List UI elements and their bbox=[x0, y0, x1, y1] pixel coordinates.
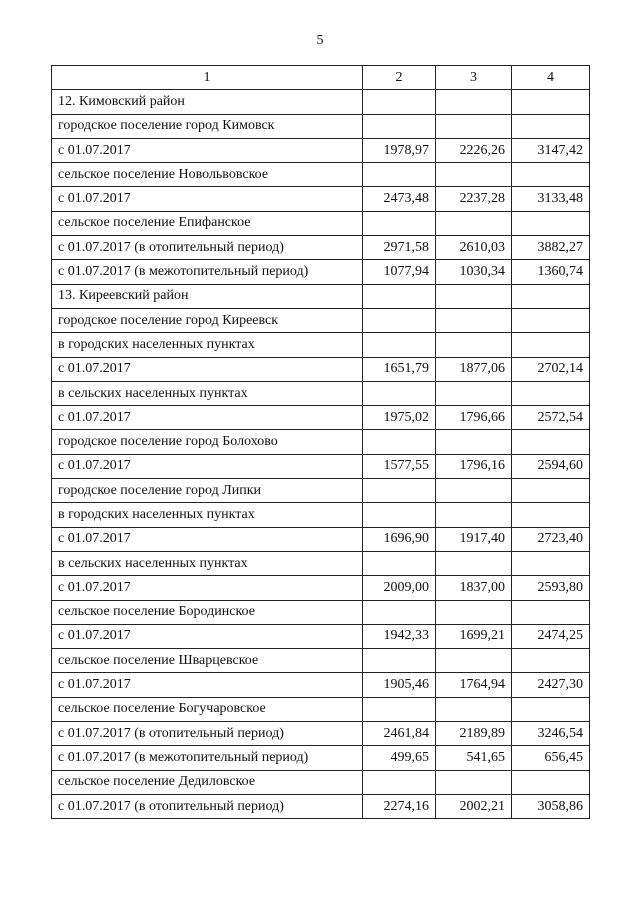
table-row bbox=[52, 163, 590, 187]
row-name-cell: с 01.07.2017 bbox=[52, 673, 363, 697]
row-value-col4 bbox=[512, 333, 590, 357]
row-name-cell: в сельских населенных пунктах bbox=[52, 551, 363, 575]
row-name-cell: сельское поселение Шварцевское bbox=[52, 649, 363, 673]
table-row bbox=[52, 624, 590, 648]
table-row bbox=[52, 406, 590, 430]
row-value-col2: 1577,55 bbox=[363, 454, 436, 478]
row-value-col2 bbox=[363, 697, 436, 721]
row-value-col4: 2427,30 bbox=[512, 673, 590, 697]
row-value-col4: 2702,14 bbox=[512, 357, 590, 381]
table-row bbox=[52, 430, 590, 454]
row-value-col3 bbox=[436, 697, 512, 721]
row-value-col4 bbox=[512, 90, 590, 114]
row-value-col3 bbox=[436, 211, 512, 235]
row-value-col3 bbox=[436, 551, 512, 575]
row-value-col3: 1877,06 bbox=[436, 357, 512, 381]
row-value-col3 bbox=[436, 479, 512, 503]
row-value-col4: 3058,86 bbox=[512, 794, 590, 818]
row-value-col2 bbox=[363, 649, 436, 673]
row-name-cell: с 01.07.2017 bbox=[52, 624, 363, 648]
row-value-col2 bbox=[363, 114, 436, 138]
row-value-col2 bbox=[363, 503, 436, 527]
row-name-cell: в сельских населенных пунктах bbox=[52, 381, 363, 405]
row-name-cell: городское поселение город Болохово bbox=[52, 430, 363, 454]
row-name-cell: с 01.07.2017 bbox=[52, 357, 363, 381]
row-value-col3 bbox=[436, 284, 512, 308]
row-value-col3: 2002,21 bbox=[436, 794, 512, 818]
row-value-col2: 1975,02 bbox=[363, 406, 436, 430]
tariff-table bbox=[51, 65, 590, 819]
row-value-col2 bbox=[363, 163, 436, 187]
row-value-col4 bbox=[512, 114, 590, 138]
row-value-col4: 3882,27 bbox=[512, 236, 590, 260]
row-name-cell: городское поселение город Кимовск bbox=[52, 114, 363, 138]
row-value-col4: 2474,25 bbox=[512, 624, 590, 648]
row-value-col4: 3133,48 bbox=[512, 187, 590, 211]
table-row bbox=[52, 284, 590, 308]
row-name-cell: с 01.07.2017 bbox=[52, 187, 363, 211]
row-name-cell: с 01.07.2017 (в межотопительный период) bbox=[52, 746, 363, 770]
row-value-col3: 1917,40 bbox=[436, 527, 512, 551]
row-value-col3 bbox=[436, 114, 512, 138]
row-name-cell: сельское поселение Новольвовское bbox=[52, 163, 363, 187]
table-row bbox=[52, 138, 590, 162]
row-value-col4 bbox=[512, 381, 590, 405]
row-value-col3 bbox=[436, 333, 512, 357]
row-value-col4 bbox=[512, 697, 590, 721]
row-value-col4: 3246,54 bbox=[512, 722, 590, 746]
row-name-cell: сельское поселение Богучаровское bbox=[52, 697, 363, 721]
row-value-col4 bbox=[512, 600, 590, 624]
row-value-col2: 2473,48 bbox=[363, 187, 436, 211]
row-value-col4: 1360,74 bbox=[512, 260, 590, 284]
row-name-cell: с 01.07.2017 (в межотопительный период) bbox=[52, 260, 363, 284]
row-value-col3 bbox=[436, 381, 512, 405]
row-value-col2: 1942,33 bbox=[363, 624, 436, 648]
row-value-col4: 2594,60 bbox=[512, 454, 590, 478]
row-name-cell: городское поселение город Липки bbox=[52, 479, 363, 503]
row-value-col2 bbox=[363, 551, 436, 575]
table-row bbox=[52, 187, 590, 211]
row-name-cell: в городских населенных пунктах bbox=[52, 503, 363, 527]
table-row bbox=[52, 114, 590, 138]
row-value-col3: 541,65 bbox=[436, 746, 512, 770]
row-value-col2: 2461,84 bbox=[363, 722, 436, 746]
row-value-col4 bbox=[512, 211, 590, 235]
row-name-cell: сельское поселение Дедиловское bbox=[52, 770, 363, 794]
row-name-cell: 13. Киреевский район bbox=[52, 284, 363, 308]
table-row bbox=[52, 90, 590, 114]
row-value-col3: 1699,21 bbox=[436, 624, 512, 648]
page-number: 5 bbox=[316, 33, 324, 48]
row-name-cell: с 01.07.2017 bbox=[52, 138, 363, 162]
row-name-cell: с 01.07.2017 (в отопительный период) bbox=[52, 794, 363, 818]
row-value-col3: 1837,00 bbox=[436, 576, 512, 600]
row-value-col2 bbox=[363, 90, 436, 114]
table-row bbox=[52, 211, 590, 235]
row-name-cell: с 01.07.2017 bbox=[52, 527, 363, 551]
row-name-cell: с 01.07.2017 bbox=[52, 576, 363, 600]
row-value-col4 bbox=[512, 770, 590, 794]
table-row bbox=[52, 770, 590, 794]
row-name-cell: 12. Кимовский район bbox=[52, 90, 363, 114]
row-value-col3 bbox=[436, 649, 512, 673]
row-value-col3: 2189,89 bbox=[436, 722, 512, 746]
row-value-col2 bbox=[363, 284, 436, 308]
row-value-col3 bbox=[436, 163, 512, 187]
row-value-col2 bbox=[363, 430, 436, 454]
column-header-4: 4 bbox=[512, 66, 590, 90]
row-value-col4 bbox=[512, 284, 590, 308]
row-value-col2: 1077,94 bbox=[363, 260, 436, 284]
row-value-col3 bbox=[436, 503, 512, 527]
row-value-col4: 656,45 bbox=[512, 746, 590, 770]
row-value-col3: 1796,66 bbox=[436, 406, 512, 430]
row-name-cell: с 01.07.2017 bbox=[52, 454, 363, 478]
row-value-col2: 2274,16 bbox=[363, 794, 436, 818]
row-value-col4 bbox=[512, 551, 590, 575]
row-name-cell: сельское поселение Бородинское bbox=[52, 600, 363, 624]
row-value-col4: 2593,80 bbox=[512, 576, 590, 600]
row-value-col2 bbox=[363, 333, 436, 357]
column-header-3: 3 bbox=[436, 66, 512, 90]
row-value-col2: 499,65 bbox=[363, 746, 436, 770]
column-header-2: 2 bbox=[363, 66, 436, 90]
row-value-col4 bbox=[512, 649, 590, 673]
row-value-col3 bbox=[436, 90, 512, 114]
table-row bbox=[52, 381, 590, 405]
row-value-col2: 2009,00 bbox=[363, 576, 436, 600]
table-row bbox=[52, 236, 590, 260]
row-value-col2 bbox=[363, 308, 436, 332]
row-value-col4 bbox=[512, 503, 590, 527]
column-header-1: 1 bbox=[52, 66, 363, 90]
row-value-col4 bbox=[512, 479, 590, 503]
row-value-col3 bbox=[436, 430, 512, 454]
row-value-col2 bbox=[363, 600, 436, 624]
row-name-cell: с 01.07.2017 bbox=[52, 406, 363, 430]
row-value-col3: 2237,28 bbox=[436, 187, 512, 211]
table-row bbox=[52, 697, 590, 721]
row-value-col4 bbox=[512, 308, 590, 332]
row-name-cell: сельское поселение Епифанское bbox=[52, 211, 363, 235]
row-name-cell: с 01.07.2017 (в отопительный период) bbox=[52, 722, 363, 746]
table-row bbox=[52, 527, 590, 551]
row-value-col3: 1764,94 bbox=[436, 673, 512, 697]
row-value-col4: 2572,54 bbox=[512, 406, 590, 430]
table-row bbox=[52, 600, 590, 624]
table-row bbox=[52, 673, 590, 697]
table-header-row bbox=[52, 66, 590, 90]
row-value-col2 bbox=[363, 479, 436, 503]
row-name-cell: с 01.07.2017 (в отопительный период) bbox=[52, 236, 363, 260]
table-row bbox=[52, 551, 590, 575]
row-value-col3 bbox=[436, 770, 512, 794]
row-value-col3 bbox=[436, 600, 512, 624]
row-value-col4 bbox=[512, 430, 590, 454]
row-value-col2: 2971,58 bbox=[363, 236, 436, 260]
table-row bbox=[52, 454, 590, 478]
row-value-col3: 1796,16 bbox=[436, 454, 512, 478]
table-row bbox=[52, 333, 590, 357]
row-value-col4: 2723,40 bbox=[512, 527, 590, 551]
table-row bbox=[52, 503, 590, 527]
row-value-col4 bbox=[512, 163, 590, 187]
table-row bbox=[52, 308, 590, 332]
row-name-cell: городское поселение город Киреевск bbox=[52, 308, 363, 332]
table-row bbox=[52, 576, 590, 600]
table-row bbox=[52, 479, 590, 503]
row-value-col3 bbox=[436, 308, 512, 332]
row-name-cell: в городских населенных пунктах bbox=[52, 333, 363, 357]
row-value-col3: 2226,26 bbox=[436, 138, 512, 162]
row-value-col2: 1905,46 bbox=[363, 673, 436, 697]
row-value-col4: 3147,42 bbox=[512, 138, 590, 162]
row-value-col2 bbox=[363, 211, 436, 235]
row-value-col2: 1696,90 bbox=[363, 527, 436, 551]
row-value-col3: 2610,03 bbox=[436, 236, 512, 260]
table-row bbox=[52, 357, 590, 381]
row-value-col2 bbox=[363, 381, 436, 405]
row-value-col2 bbox=[363, 770, 436, 794]
row-value-col3: 1030,34 bbox=[436, 260, 512, 284]
table-row bbox=[52, 722, 590, 746]
row-value-col2: 1651,79 bbox=[363, 357, 436, 381]
row-value-col2: 1978,97 bbox=[363, 138, 436, 162]
table-body bbox=[52, 90, 590, 819]
table-row bbox=[52, 794, 590, 818]
table-row bbox=[52, 649, 590, 673]
table-row bbox=[52, 746, 590, 770]
table-row bbox=[52, 260, 590, 284]
